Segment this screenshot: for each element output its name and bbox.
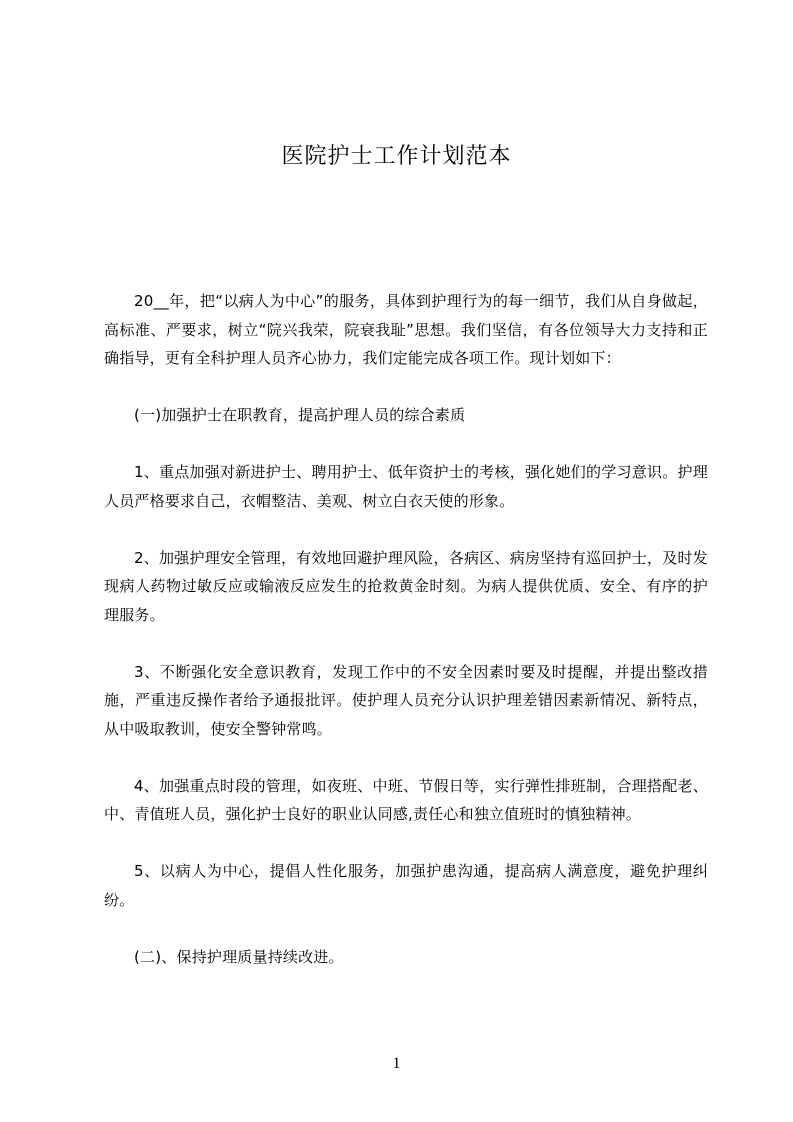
page-number: 1 <box>392 1055 401 1072</box>
document-body <box>104 287 708 1000</box>
intro-paragraph: 20__年，把“以病人为中心”的服务，具体到护理行为的每一细节，我们从自身做起，高标准、严要求，树立“院兴我荣，院衰我耻”思想。我们坚信，有各位领导大力支持和正确指导，更有全科护理人员齐心协力，我们定能完成各项工作。现计划如下： <box>104 292 708 367</box>
section-heading-1: (一)加强护士在职教育，提高护理人员的综合素质 <box>134 406 466 424</box>
list-item-5: 5、以病人为中心，提倡人性化服务，加强护患沟通，提高病人满意度，避免护理纠纷。 <box>104 862 708 909</box>
section-heading-2: (二)、保持护理质量持续改进。 <box>134 947 344 966</box>
document-title: 医院护士工作计划范本 <box>281 144 512 169</box>
list-item-4: 4、加强重点时段的管理，如夜班、中班、节假日等，实行弹性排班制，合理搭配老、中、青值班人员，强化护士良好的职业认同感,责任心和独立值班时的慎独精神。 <box>104 776 708 823</box>
list-item-3: 3、不断强化安全意识教育，发现工作中的不安全因素时要及时提醒，并提出整改措施，严重违反操作者给予通报批评。使护理人员充分认识护理差错因素新情况、新特点，从中吸取教训，使安全警钟常鸣。 <box>104 662 708 738</box>
list-item-1: 1、重点加强对新进护士、聘用护士、低年资护士的考核，强化她们的学习意识。护理人员严格要求自己，衣帽整洁、美观、树立白衣天使的形象。 <box>104 463 708 510</box>
list-item-2: 2、加强护理安全管理，有效地回避护理风险，各病区、病房坚持有巡回护士，及时发现病人药物过敏反应或输液反应发生的抢救黄金时刻。为病人提供优质、安全、有序的护理服务。 <box>104 548 708 624</box>
